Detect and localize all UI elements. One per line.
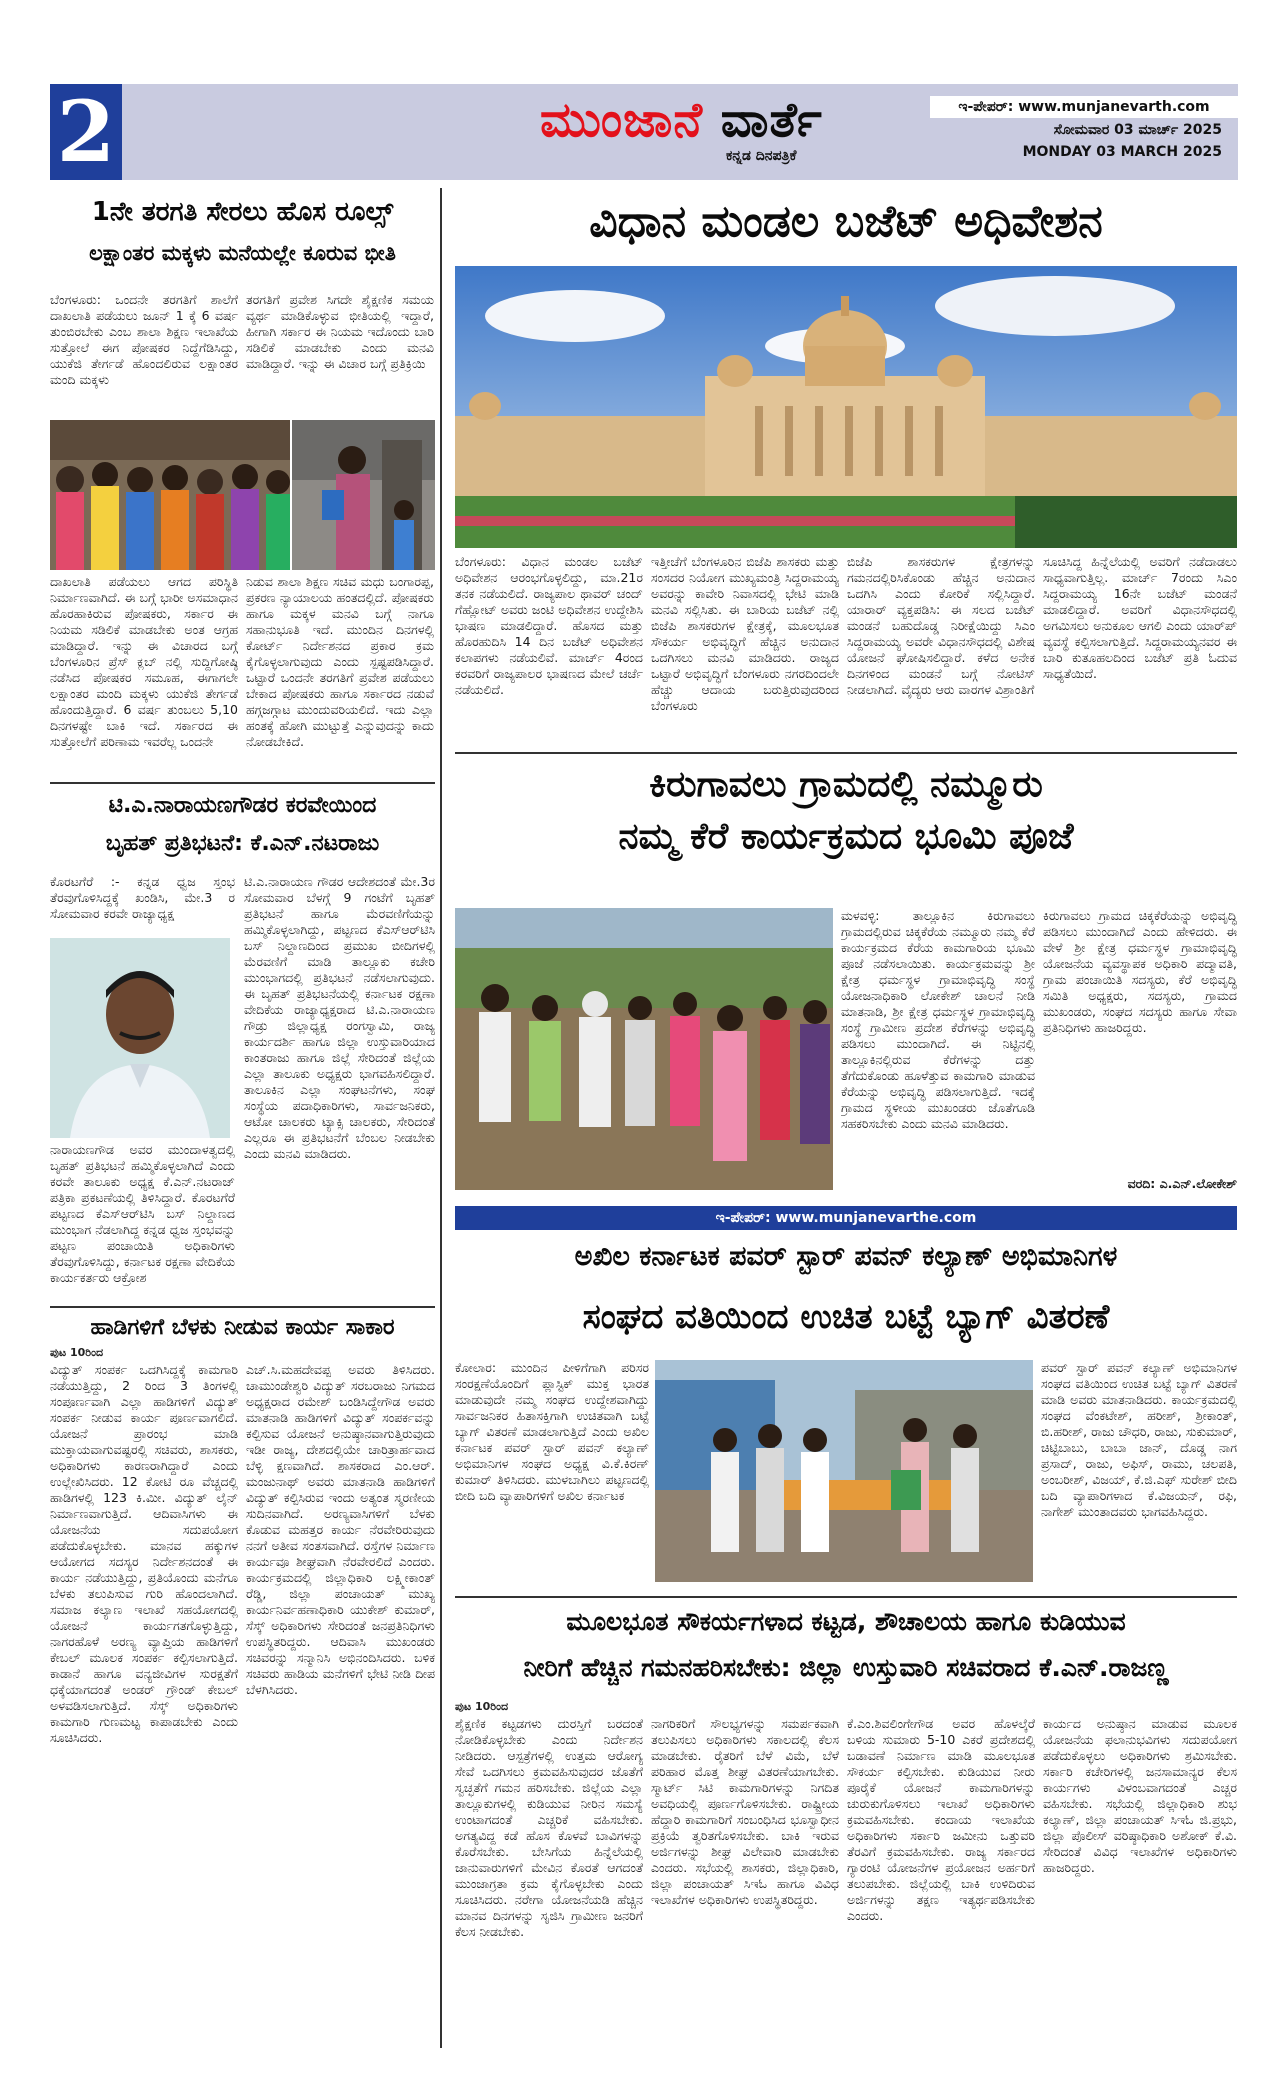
pooja-col-a: ಮಳವಳ್ಳಿ: ತಾಲ್ಲೂಕಿನ ಕಿರುಗಾವಲು ಗ್ರಾಮದಲ್ಲಿರುವ ಚಿಕ್ಕಕೆರೆಯ ನಮ್ಮೂರು ನಮ್ಮ ಕೆರೆ ಕಾರ್ಯಕ್ರಮದ ಕೆರೆಯ ಕಾಮಗಾರಿಯ ಭೂಮಿ ಪೂಜೆ ನಡೆಸಲಾಯಿತು. ಕಾರ್ಯಕ್ರಮವನ್ನು ಶ್ರೀ ಕ್ಷೇತ್ರ ಧರ್ಮಸ್ಥಳ ಗ್ರಾಮಾಭಿವೃದ್ಧಿ ಸಂಸ್ಥೆ ಯೋಜನಾಧಿಕಾರಿ ಲೋಕೇಶ್ ಚಾಲನೆ ನೀಡಿ ಮಾತನಾಡಿ, ಶ್ರೀ ಕ್ಷೇತ್ರ ಧರ್ಮಸ್ಥಳ ಗ್ರಾಮಾಭಿವೃದ್ಧಿ ಸಂಸ್ಥೆ ಗ್ರಾಮೀಣ ಪ್ರದೇಶ ಕೆರೆಗಳನ್ನು ಅಭಿವೃದ್ಧಿ ಪಡಿಸಲು ಮುಂದಾಗಿದೆ. ಈ ನಿಟ್ಟಿನಲ್ಲಿ ತಾಲ್ಲೂಕಿನಲ್ಲಿರುವ ಕೆರೆಗಳನ್ನು ದತ್ತು ತೆಗೆದುಕೊಂಡು ಹೂಳೆತ್ತುವ ಕಾಮಗಾರಿ ಮಾಡುವ ಕೆರೆಯನ್ನು ಅಭಿವೃದ್ಧಿ ಪಡಿಸಲಾಗುತ್ತಿದೆ. ಇದಕ್ಕೆ ಗ್ರಾಮದ ಸ್ಥಳೀಯ ಮುಖಂಡರು ಜೊತೆಗೂಡಿ ಸಹಕರಿಸಬೇಕು ಎಂದು ಮನವಿ ಮಾಡಿದರು. [841, 908, 1035, 1131]
pooja-headline-1: ಕಿರುಗಾವಲು ಗ್ರಾಮದಲ್ಲಿ ನಮ್ಮೂರು [649, 764, 1043, 805]
story1-title: 1ನೇ ತರಗತಿ ಸೇರಲು ಹೊಸ ರೂಲ್ಸ್ [91, 197, 394, 227]
rajanna-col-d: ಕಾರ್ಯದ ಅನುಷ್ಠಾನ ಮಾಡುವ ಮೂಲಕ ಯೋಜನೆಯ ಫಲಾನುಭವಿಗಳು ಸದುಪಯೋಗ ಪಡೆದುಕೊಳ್ಳಲು ಅಧಿಕಾರಿಗಳು ಶ್ರಮಿಸಬೇಕು. ಸರ್ಕಾರಿ ಕಚೇರಿಗಳಲ್ಲಿ ಜನಸಾಮಾನ್ಯರ ಕೆಲಸ ಕಾರ್ಯಗಳು ವಿಳಂಬವಾಗದಂತೆ ಎಚ್ಚರ ವಹಿಸಬೇಕು. ಸಭೆಯಲ್ಲಿ ಜಿಲ್ಲಾಧಿಕಾರಿ ಶುಭ ಕಲ್ಯಾಣ್, ಜಿಲ್ಲಾ ಪಂಚಾಯತ್ ಸಿಇಓ ಜಿ.ಪ್ರಭು, ಜಿಲ್ಲಾ ಪೊಲೀಸ್ ವರಿಷ್ಠಾಧಿಕಾರಿ ಅಶೋಕ್ ಕೆ.ವಿ. ಸೇರಿದಂತೆ ವಿವಿಧ ಇಲಾಖೆಗಳ ಅಧಿಕಾರಿಗಳು ಹಾಜರಿದ್ದರು. [1043, 1716, 1237, 1875]
children-photo [50, 420, 290, 570]
logo-red-word: ಮುಂಜಾನೆ [540, 92, 703, 148]
story3-col-b: ಎಚ್.ಸಿ.ಮಹದೇವಪ್ಪ ಅವರು ತಿಳಿಸಿದರು. ಚಾಮುಂಡೇಶ್ವರಿ ವಿದ್ಯುತ್ ಸರಬರಾಜು ನಿಗಮದ ಅಧ್ಯಕ್ಷರಾದ ರಮೇಶ್ ಬಂಡಿಸಿದ್ದೇಗೌಡ ಅವರು ಮಾತನಾಡಿ ಹಾಡಿಗಳಿಗೆ ವಿದ್ಯುತ್ ಸಂಪರ್ಕವನ್ನು ಕಲ್ಪಿಸುವ ಯೋಜನೆ ಅನುಷ್ಠಾನವಾಗುತ್ತಿರುವುದು ಇಡೀ ರಾಜ್ಯ, ದೇಶದಲ್ಲಿಯೇ ಚಾರಿತ್ರಾರ್ಹವಾದ ಬೆಳ್ಳಿ ಕ್ಷಣವಾಗಿದೆ. ಶಾಸಕರಾದ ಎಂ.ಆರ್. ಮಂಜುನಾಥ್ ಅವರು ಮಾತನಾಡಿ ಹಾಡಿಗಳಿಗೆ ವಿದ್ಯುತ್ ಕಲ್ಪಿಸಿರುವ ಇಂದು ಅತ್ಯಂತ ಸ್ಮರಣೀಯ ಸುದಿನವಾಗಿದೆ. ಅರಣ್ಯವಾಸಿಗಳಿಗೆ ಬೆಳಕು ಕೊಡುವ ಮಹತ್ತರ ಕಾರ್ಯ ನೆರವೇರಿರುವುದು ನನಗೆ ಅತೀವ ಸಂತಸವಾಗಿದೆ. ರಸ್ತೆಗಳ ನಿರ್ಮಾಣ ಕಾರ್ಯವೂ ಶೀಘ್ರವಾಗಿ ನೆರವೇರಲಿದೆ ಎಂದರು. ಕಾರ್ಯಕ್ರಮದಲ್ಲಿ ಜಿಲ್ಲಾಧಿಕಾರಿ ಲಕ್ಷ್ಮೀಕಾಂತ್ ರೆಡ್ಡಿ, ಜಿಲ್ಲಾ ಪಂಚಾಯತ್ ಮುಖ್ಯ ಕಾರ್ಯನಿರ್ವಹಣಾಧಿಕಾರಿ ಯುಕೇಶ್ ಕುಮಾರ್, ಸೆಸ್ಕ್ ಅಧಿಕಾರಿಗಳು ಸೇರಿದಂತೆ ಜನಪ್ರತಿನಿಧಿಗಳು ಉಪಸ್ಥಿತರಿದ್ದರು. ಆದಿವಾಸಿ ಮುಖಂಡರು ಸಚಿವರನ್ನು ಸನ್ಮಾನಿಸಿ ಅಭಿನಂದಿಸಿದರು. ಬಳಿಕ ಸಚಿವರು ಹಾಡಿಯ ಮನೆಗಳಿಗೆ ಭೇಟಿ ನೀಡಿ ದೀಪ ಬೆಳಗಿಸಿದರು. [246, 1362, 435, 1697]
tagline: ಕನ್ನಡ ದಿನಪತ್ರಿಕೆ [726, 148, 797, 164]
natarajuphoto [50, 938, 230, 1138]
continued-label: ಪುಟ 10ರಿಂದ [50, 1346, 104, 1359]
story1-col-a: ಬೆಂಗಳೂರು: ಒಂದನೇ ತರಗತಿಗೆ ಶಾಲೆಗೆ ದಾಖಲಾತಿ ಪಡೆಯಲು ಜೂನ್ 1 ಕ್ಕೆ 6 ವರ್ಷ ತುಂಬಿರಬೇಕು ಎಂಬ ಶಾಲಾ ಶಿಕ್ಷಣ ಇಲಾಖೆಯ ಸುತ್ತೋಲೆ ಈಗ ಪೋಷಕರ ನಿದ್ದೆಗೆಡಿಸಿದ್ದು, ಯುಕೆಜಿ ತೇರ್ಗಡೆ ಹೊಂದಲಿರುವ ಲಕ್ಷಾಂತರ ಮಂದಿ ಮಕ್ಕಳು [50, 292, 238, 387]
rajanna-col-a: ಶೈಕ್ಷಣಿಕ ಕಟ್ಟಡಗಳು ದುರಸ್ತಿಗೆ ಬರದಂತೆ ನೋಡಿಕೊಳ್ಳಬೇಕು ಎಂದು ನಿರ್ದೇಶನ ನೀಡಿದರು. ಆಸ್ಪತ್ರೆಗಳಲ್ಲಿ ಉತ್ತಮ ಆರೋಗ್ಯ ಸೇವೆ ಒದಗಿಸಲು ಕ್ರಮವಹಿಸುವುದರ ಜೊತೆಗೆ ಸ್ವಚ್ಛತೆಗೆ ಗಮನ ಹರಿಸಬೇಕು. ಜಿಲ್ಲೆಯ ಎಲ್ಲಾ ತಾಲ್ಲೂಕುಗಳಲ್ಲಿ ಕುಡಿಯುವ ನೀರಿನ ಸಮಸ್ಯೆ ಉಂಟಾಗದಂತೆ ಎಚ್ಚರಿಕೆ ವಹಿಸಬೇಕು. ಅಗತ್ಯವಿದ್ದ ಕಡೆ ಹೊಸ ಕೊಳವೆ ಬಾವಿಗಳನ್ನು ಕೊರೆಸಬೇಕು. ಬೇಸಿಗೆಯ ಹಿನ್ನೆಲೆಯಲ್ಲಿ ಜಾನುವಾರುಗಳಿಗೆ ಮೇವಿನ ಕೊರತೆ ಆಗದಂತೆ ಮುಂಜಾಗ್ರತಾ ಕ್ರಮ ಕೈಗೊಳ್ಳಬೇಕು ಎಂದು ಸೂಚಿಸಿದರು. ನರೇಗಾ ಯೋಜನೆಯಡಿ ಹೆಚ್ಚಿನ ಮಾನವ ದಿನಗಳನ್ನು ಸೃಜಿಸಿ ಗ್ರಾಮೀಣ ಜನರಿಗೆ ಕೆಲಸ ನೀಡಬೇಕು. [455, 1716, 643, 1939]
story1-col-d: ನಿಡುವ ಶಾಲಾ ಶಿಕ್ಷಣ ಸಚಿವ ಮಧು ಬಂಗಾರಪ್ಪ, ಪ್ರಕರಣ ನ್ಯಾಯಾಲಯ ಹಂತದಲ್ಲಿದೆ. ಪೋಷಕರು ಹಾಗೂ ಮಕ್ಕಳ ಮನವಿ ಬಗ್ಗೆ ನಾಗೂ ಸಹಾನುಭೂತಿ ಇದೆ. ಮುಂದಿನ ದಿನಗಳಲ್ಲಿ ಕೋರ್ಟ್ ನಿರ್ದೇಶನದ ಪ್ರಕಾರ ಕ್ರಮ ಕೈಗೊಳ್ಳಲಾಗುವುದು ಎಂದು ಸ್ಪಷ್ಟಪಡಿಸಿದ್ದಾರೆ. ಒಟ್ಟಾರೆ ಒಂದನೇ ತರಗತಿಗೆ ಪ್ರವೇಶ ಪಡೆಯಲು ಬೇಕಾದ ಪೋಷಕರು ಹಾಗೂ ಸರ್ಕಾರದ ನಡುವೆ ಹಗ್ಗಜಗ್ಗಾಟ ಮುಂದುವರಿಯಲಿದೆ. ಇದು ಎಲ್ಲಾ ಹಂತಕ್ಕೆ ಹೋಗಿ ಮುಟ್ಟುತ್ತೆ ಎನ್ನುವುದನ್ನು ಕಾದು ನೋಡಬೇಕಿದೆ. [246, 574, 434, 749]
story1-subtitle: ಲಕ್ಷಾಂತರ ಮಕ್ಕಳು ಮನೆಯಲ್ಲೇ ಕೂರುವ ಭೀತಿ [89, 241, 396, 265]
pooja-reporter: ವರದಿ: ಎ.ಎನ್.ಲೋಕೇಶ್ [1127, 1176, 1237, 1191]
masthead [50, 84, 1238, 180]
divider [50, 1306, 435, 1308]
budget-col-c: ಬಿಜೆಪಿ ಶಾಸಕರುಗಳ ಕ್ಷೇತ್ರಗಳನ್ನು ಗಮನದಲ್ಲಿರಿಸಿಕೊಂಡು ಹೆಚ್ಚಿನ ಅನುದಾನ ಒದಗಿಸಿ ಎಂದು ಕೋರಿಕೆ ಸಲ್ಲಿಸಿದ್ದಾರೆ. ಯಾರಾರ್ ವ್ಯಕ್ತಪಡಿಸಿ: ಈ ಸಲದ ಬಜೆಟ್ ಮಂಡನೆ ಬಹುದೊಡ್ಡ ನಿರೀಕ್ಷೆಯಿದ್ದು ಸಿಎಂ ಸಿದ್ದರಾಮಯ್ಯ ಅವರೇ ವಿಧಾನಸೌಧದಲ್ಲಿ ವಿಶೇಷ ಯೋಜನೆ ಘೋಷಿಸಲಿದ್ದಾರೆ. ಕಳೆದ ಅನೇಕ ದಿನಗಳಿಂದ ಮಂಡನೆ ಬಗ್ಗೆ ನೋಟಿಸ್ ನೀಡಲಾಗಿದೆ. ವೈದ್ಯರು ಆರು ವಾರಗಳ ವಿಶ್ರಾಂತಿಗೆ [847, 554, 1035, 697]
divider [455, 752, 1237, 754]
story2-subtitle: ಬೃಹತ್ ಪ್ರತಿಭಟನೆ: ಕೆ.ಎನ್.ನಟರಾಜು [105, 831, 380, 856]
story3-col-a: ವಿದ್ಯುತ್ ಸಂಪರ್ಕ ಒದಗಿಸಿದ್ದಕ್ಕೆ ಕಾಮಗಾರಿ ನಡೆಯುತ್ತಿದ್ದು, 2 ರಿಂದ 3 ತಿಂಗಳಲ್ಲಿ ಸಂಪೂರ್ಣವಾಗಿ ಎಲ್ಲಾ ಹಾಡಿಗಳಿಗೆ ವಿದ್ಯುತ್ ಸಂಪರ್ಕ ನೀಡುವ ಕಾರ್ಯ ಪೂರ್ಣವಾಗಲಿದೆ. ಯೋಜನೆ ಪ್ರಾರಂಭ ಮಾಡಿ ಮುಕ್ತಾಯವಾಗುವಷ್ಟರಲ್ಲಿ ಸಚಿವರು, ಶಾಸಕರು, ಅಧಿಕಾರಿಗಳು ಕಾರಣರಾಗಿದ್ದಾರೆ ಎಂದು ಉಲ್ಲೇಖಿಸಿದರು. 12 ಕೋಟಿ ರೂ ವೆಚ್ಚದಲ್ಲಿ ಹಾಡಿಗಳಲ್ಲಿ 123 ಕಿ.ಮೀ. ವಿದ್ಯುತ್ ಲೈನ್ ನಿರ್ಮಾಣವಾಗುತ್ತಿದೆ. ಆದಿವಾಸಿಗಳು ಈ ಯೋಜನೆಯ ಸದುಪಯೋಗ ಪಡೆದುಕೊಳ್ಳಬೇಕು. ಮಾನವ ಹಕ್ಕುಗಳ ಆಯೋಗದ ಸದಸ್ಯರ ನಿರ್ದೇಶನದಂತೆ ಈ ಕಾರ್ಯ ನಡೆಯುತ್ತಿದ್ದು, ಪ್ರತಿಯೊಂದು ಮನೆಗೂ ಬೆಳಕು ತಲುಪಿಸುವ ಗುರಿ ಹೊಂದಲಾಗಿದೆ. ಸಮಾಜ ಕಲ್ಯಾಣ ಇಲಾಖೆ ಸಹಯೋಗದಲ್ಲಿ ಯೋಜನೆ ಕಾರ್ಯಗತಗೊಳ್ಳುತ್ತಿದ್ದು, ನಾಗರಹೊಳೆ ಅರಣ್ಯ ವ್ಯಾಪ್ತಿಯ ಹಾಡಿಗಳಿಗೆ ಕೇಬಲ್ ಮೂಲಕ ಸಂಪರ್ಕ ಕಲ್ಪಿಸಲಾಗುತ್ತಿದೆ. ಕಾಡಾನೆ ಹಾಗೂ ವನ್ಯಜೀವಿಗಳ ಸುರಕ್ಷತೆಗೆ ಧಕ್ಕೆಯಾಗದಂತೆ ಅಂಡರ್ ಗ್ರೌಂಡ್ ಕೇಬಲ್ ಅಳವಡಿಸಲಾಗುತ್ತಿದೆ. ಸೆಸ್ಕ್ ಅಧಿಕಾರಿಗಳು ಕಾಮಗಾರಿ ಗುಣಮಟ್ಟ ಕಾಪಾಡಬೇಕು ಎಂದು ಸೂಚಿಸಿದರು. [50, 1362, 238, 1745]
budget-headline: ವಿಧಾನ ಮಂಡಲ ಬಜೆಟ್ ಅಧಿವೇಶನ [589, 196, 1103, 247]
story2-col-c: ನಾರಾಯಣಗೌಡ ಅವರ ಮುಂದಾಳತ್ವದಲ್ಲಿ ಬೃಹತ್ ಪ್ರತಿಭಟನೆ ಹಮ್ಮಿಕೊಳ್ಳಲಾಗಿದೆ ಎಂದು ಕರವೇ ತಾಲೂಕು ಅಧ್ಯಕ್ಷ ಕೆ.ಎನ್.ನಟರಾಜ್ ಪತ್ರಿಕಾ ಪ್ರಕಟಣೆಯಲ್ಲಿ ತಿಳಿಸಿದ್ದಾರೆ. ಕೊರಟಗೆರೆ ಪಟ್ಟಣದ ಕೆಎಸ್‌ಆರ್‌ಟಿಸಿ ಬಸ್ ನಿಲ್ದಾಣದ ಮುಂಭಾಗ ನೆಡಲಾಗಿದ್ದ ಕನ್ನಡ ಧ್ವಜ ಸ್ತಂಭವನ್ನು ಪಟ್ಟಣ ಪಂಚಾಯಿತಿ ಅಧಿಕಾರಿಗಳು ತೆರವುಗೊಳಿಸಿದ್ದು, ಕರ್ನಾಟಕ ರಕ್ಷಣಾ ವೇದಿಕೆಯ ಕಾರ್ಯಕರ್ತರು ಆಕ್ರೋಶ [50, 1142, 235, 1285]
story3-title: ಹಾಡಿಗಳಿಗೆ ಬೆಳಕು ನೀಡುವ ಕಾರ್ಯ ಸಾಕಾರ [90, 1315, 395, 1340]
rajanna-headline-1: ಮೂಲಭೂತ ಸೌಕರ್ಯಗಳಾದ ಕಟ್ಟಡ, ಶೌಚಾಲಯ ಹಾಗೂ ಕುಡಿಯುವ [566, 1607, 1126, 1636]
pawan-headline-2: ಸಂಘದ ವತಿಯಿಂದ ಉಚಿತ ಬಟ್ಟೆ ಬ್ಯಾಗ್ ವಿತರಣೆ [582, 1297, 1110, 1337]
mother-child-photo [292, 420, 435, 570]
rajanna-col-c: ಕೆ.ಎಂ.ಶಿವಲಿಂಗೇಗೌಡ ಅವರ ಹೊಳಲ್ಕೆರೆ ಬಳಿಯ ಸುಮಾರು 5-10 ಎಕರೆ ಪ್ರದೇಶದಲ್ಲಿ ಬಡಾವಣೆ ನಿರ್ಮಾಣ ಮಾಡಿ ಮೂಲಭೂತ ಸೌಕರ್ಯ ಕಲ್ಪಿಸಬೇಕು. ಕುಡಿಯುವ ನೀರು ಪೂರೈಕೆ ಯೋಜನೆ ಕಾಮಗಾರಿಗಳನ್ನು ಚುರುಕುಗೊಳಿಸಲು ಇಲಾಖೆ ಅಧಿಕಾರಿಗಳು ಕ್ರಮವಹಿಸಬೇಕು. ಕಂದಾಯ ಇಲಾಖೆಯ ಅಧಿಕಾರಿಗಳು ಸರ್ಕಾರಿ ಜಮೀನು ಒತ್ತುವರಿ ತೆರವಿಗೆ ಕ್ರಮವಹಿಸಬೇಕು. ರಾಜ್ಯ ಸರ್ಕಾರದ ಗ್ಯಾರಂಟಿ ಯೋಜನೆಗಳ ಪ್ರಯೋಜನ ಅರ್ಹರಿಗೆ ತಲುಪಬೇಕು. ಜಿಲ್ಲೆಯಲ್ಲಿ ಬಾಕಿ ಉಳಿದಿರುವ ಅರ್ಜಿಗಳನ್ನು ತಕ್ಷಣ ಇತ್ಯರ್ಥಪಡಿಸಬೇಕು ಎಂದರು. [847, 1716, 1035, 1923]
divider [50, 782, 435, 784]
newspaper-logo [540, 94, 823, 146]
story1-col-c: ದಾಖಲಾತಿ ಪಡೆಯಲು ಆಗದ ಪರಿಸ್ಥಿತಿ ನಿರ್ಮಾಣವಾಗಿದೆ. ಈ ಬಗ್ಗೆ ಭಾರೀ ಅಸಮಾಧಾನ ಹೊರಹಾಕಿರುವ ಪೋಷಕರು, ಸರ್ಕಾರ ಈ ನಿಯಮ ಸಡಿಲಿಕೆ ಮಾಡಬೇಕು ಅಂತ ಆಗ್ರಹ ಮಾಡಿದ್ದಾರೆ. ಇನ್ನು ಈ ವಿಚಾರದ ಬಗ್ಗೆ ಬೆಂಗಳೂರಿನ ಪ್ರೆಸ್ ಕ್ಲಬ್ ನಲ್ಲಿ ಸುದ್ದಿಗೋಷ್ಠಿ ನಡೆಸಿದ ಪೋಷಕರ ಸಮೂಹ, ಈಗಾಗಲೇ ಲಕ್ಷಾಂತರ ಮಂದಿ ಮಕ್ಕಳು ಯುಕೆಜಿ ತೇರ್ಗಡೆ ಹೊಂದುತ್ತಿದ್ದಾರೆ. 6 ವರ್ಷ ತುಂಬಲು 5,10 ದಿನಗಳಷ್ಟೇ ಬಾಕಿ ಇದೆ. ಸರ್ಕಾರದ ಈ ಸುತ್ತೋಲೆಗೆ ಪರಿಣಾಮ ಇವರೆಲ್ಲ ಒಂದನೇ [50, 574, 238, 749]
vidhana-soudha-photo [455, 266, 1237, 548]
pawan-col-b: ಪವರ್ ಸ್ಟಾರ್ ಪವನ್ ಕಲ್ಯಾಣ್ ಅಭಿಮಾನಿಗಳ ಸಂಘದ ವತಿಯಿಂದ ಉಚಿತ ಬಟ್ಟೆ ಬ್ಯಾಗ್ ವಿತರಣೆ ಮಾಡಿ ಅವರು ಮಾತನಾಡಿದರು. ಕಾರ್ಯಕ್ರಮದಲ್ಲಿ ಸಂಘದ ವೆಂಕಟೇಶ್, ಹರೀಶ್, ಶ್ರೀಕಾಂತ್, ಬಿ.ಹರೀಶ್, ರಾಜು ಚೌಧರಿ, ರಾಜು, ಸುಕುಮಾರ್, ಚಿಟ್ಟಿಬಾಬು, ಬಾಬಾ ಜಾನ್, ದೊಡ್ಡ ನಾಗ ಪ್ರಸಾದ್, ರಾಜು, ಅಫಿಸ್, ರಾಮು, ಚಲಪತಿ, ಅಂಬರೀಶ್, ವಿಜಯ್, ಕೆ.ಜಿ.ಎಫ್ ಸುರೇಶ್ ಬೀದಿ ಬದಿ ವ್ಯಾಪಾರಿಗಳಾದ ಕೆ.ವಿಜಯನ್, ರಫಿ, ನಾಗೇಶ್ ಮುಂತಾದವರು ಭಾಗವಹಿಸಿದ್ದರು. [1041, 1360, 1237, 1519]
story1-col-b: ತರಗತಿಗೆ ಪ್ರವೇಶ ಸಿಗದೇ ಶೈಕ್ಷಣಿಕ ಸಮಯ ವ್ಯರ್ಥ ಮಾಡಿಕೊಳ್ಳುವ ಭೀತಿಯಲ್ಲಿ ಇದ್ದಾರೆ, ಹೀಗಾಗಿ ಸರ್ಕಾರ ಈ ನಿಯಮ ಇದೊಂದು ಬಾರಿ ಸಡಿಲಿಕೆ ಮಾಡಬೇಕು ಎಂದು ಮನವಿ ಮಾಡಿದ್ದಾರೆ. ಇನ್ನು ಈ ವಿಚಾರ ಬಗ್ಗೆ ಪ್ರತಿಕ್ರಿಯಿ [246, 292, 434, 371]
epaper-strip[interactable]: ಇ-ಪೇಪರ್: www.munjanevarthe.com [455, 1206, 1237, 1230]
story2-col-a: ಕೊರಟಗೆರೆ :- ಕನ್ನಡ ಧ್ವಜ ಸ್ತಂಭ ತೆರವುಗೊಳಿಸಿದ್ದಕ್ಕೆ ಖಂಡಿಸಿ, ಮೇ.3 ರ ಸೋಮವಾರ ಕರವೇ ರಾಜ್ಯಾಧ್ಯಕ್ಷ [50, 874, 235, 921]
budget-col-d: ಸೂಚಿಸಿದ್ದ ಹಿನ್ನೆಲೆಯಲ್ಲಿ ಅವರಿಗೆ ನಡೆದಾಡಲು ಸಾಧ್ಯವಾಗುತ್ತಿಲ್ಲ. ಮಾರ್ಚ್ 7ರಂದು ಸಿಎಂ ಸಿದ್ದರಾಮಯ್ಯ 16ನೇ ಬಜೆಟ್ ಮಂಡನೆ ಮಾಡಲಿದ್ದಾರೆ. ಅವರಿಗೆ ವಿಧಾನಸೌಧದಲ್ಲಿ ಅಗಮಿಸಲು ಅನುಕೂಲ ಆಗಲಿ ಎಂದು ಯಾರ್‌ಪ್ ವ್ಯವಸ್ಥೆ ಕಲ್ಪಿಸಲಾಗುತ್ತಿದೆ. ಸಿದ್ದರಾಮಯ್ಯನವರ ಈ ಬಾರಿ ಕುತೂಹಲದಿಂದ ಬಜೆಟ್ ಪ್ರತಿ ಓದುವ ಸಾಧ್ಯತೆಯಿದೆ. [1043, 554, 1237, 681]
rajanna-headline-2: ನೀರಿಗೆ ಹೆಚ್ಚಿನ ಗಮನಹರಿಸಬೇಕು: ಜಿಲ್ಲಾ ಉಸ್ತುವಾರಿ ಸಚಿವರಾದ ಕೆ.ಎನ್.ರಾಜಣ್ಣ [523, 1653, 1169, 1682]
divider [455, 1596, 1237, 1598]
epaper-link[interactable]: ಇ-ಪೇಪರ್: www.munjanevarth.com [930, 96, 1238, 118]
continued-label: ಪುಟ 10ರಿಂದ [455, 1700, 509, 1713]
page-number: 2 [50, 84, 122, 180]
pawan-col-a: ಕೋಲಾರ: ಮುಂದಿನ ಪೀಳಿಗೆಗಾಗಿ ಪರಿಸರ ಸಂರಕ್ಷಣೆಯೊಂದಿಗೆ ಪ್ಲಾಸ್ಟಿಕ್ ಮುಕ್ತ ಭಾರತ ಮಾಡುವುದೇ ನಮ್ಮ ಸಂಘದ ಉದ್ದೇಶವಾಗಿದ್ದು ಸಾರ್ವಜನಿಕರ ಹಿತಾಸಕ್ತಿಗಾಗಿ ಉಚಿತವಾಗಿ ಬಟ್ಟೆ ಬ್ಯಾಗ್ ವಿತರಣೆ ಮಾಡಲಾಗುತ್ತಿದೆ ಎಂದು ಅಖಿಲ ಕರ್ನಾಟಕ ಪವರ್ ಸ್ಟಾರ್ ಪವನ್ ಕಲ್ಯಾಣ್ ಅಭಿಮಾನಿಗಳ ಸಂಘದ ಅಧ್ಯಕ್ಷ ವಿ.ಕೆ.ಕಿರಣ್ ಕುಮಾರ್ ತಿಳಿಸಿದರು. ಮುಳಬಾಗಿಲು ಪಟ್ಟಣದಲ್ಲಿ ಬೀದಿ ಬದಿ ವ್ಯಾಪಾರಿಗಳಿಗೆ ಅಖಿಲ ಕರ್ನಾಟಕ [455, 1360, 649, 1503]
pooja-headline-2: ನಮ್ಮ ಕೆರೆ ಕಾರ್ಯಕ್ರಮದ ಭೂಮಿ ಪೂಜೆ [618, 816, 1074, 857]
budget-col-b: ಇತ್ತೀಚೆಗೆ ಬೆಂಗಳೂರಿನ ಬಿಜೆಪಿ ಶಾಸಕರು ಮತ್ತು ಸಂಸದರ ನಿಯೋಗ ಮುಖ್ಯಮಂತ್ರಿ ಸಿದ್ದರಾಮಯ್ಯ ಅವರನ್ನು ಕಾವೇರಿ ನಿವಾಸದಲ್ಲಿ ಭೇಟಿ ಮಾಡಿ ಮನವಿ ಸಲ್ಲಿಸಿತು. ಈ ಬಾರಿಯ ಬಜೆಟ್ ನಲ್ಲಿ ಬಿಜೆಪಿ ಶಾಸಕರುಗಳ ಕ್ಷೇತ್ರಕ್ಕೆ, ಮೂಲಭೂತ ಸೌಕರ್ಯ ಅಭಿವೃದ್ಧಿಗೆ ಹೆಚ್ಚಿನ ಅನುದಾನ ಒದಗಿಸಲು ಮನವಿ ಮಾಡಿದರು. ರಾಜ್ಯದ ಒಟ್ಟಾರೆ ಅಭಿವೃದ್ಧಿಗೆ ಬೆಂಗಳೂರು ನಗರದಿಂದಲೇ ಹೆಚ್ಚು ಆದಾಯ ಬರುತ್ತಿರುವುದರಿಂದ ಬೆಂಗಳೂರು [651, 554, 839, 713]
budget-col-a: ಬೆಂಗಳೂರು: ವಿಧಾನ ಮಂಡಲ ಬಜೆಟ್ ಅಧಿವೇಶನ ಆರಂಭಗೊಳ್ಳಲಿದ್ದು, ಮಾ.21ರ ತನಕ ನಡೆಯಲಿದೆ. ರಾಜ್ಯಪಾಲ ಥಾವರ್ ಚಂದ್ ಗೆಹ್ಲೋಟ್ ಅವರು ಜಂಟಿ ಅಧಿವೇಶನ ಉದ್ದೇಶಿಸಿ ಭಾಷಣ ಮಾಡಲಿದ್ದಾರೆ. ಹೊಸದ ಮತ್ತು ಹೊರಹುದಿಸಿ 14 ದಿನ ಬಜೆಟ್ ಅಧಿವೇಶನ ಕಲಾಪಗಳು ನಡೆಯಲಿವೆ. ಮಾರ್ಚ್ 4ರಂದ ಕರವರಿಗೆ ರಾಜ್ಯಪಾಲರ ಭಾಷಣದ ಮೇಲೆ ಚರ್ಚೆ ನಡೆಯಲಿದೆ. [455, 554, 643, 697]
date-kannada: ಸೋಮವಾರ 03 ಮಾರ್ಚ್ 2025 [1053, 122, 1222, 138]
pooja-photo [455, 908, 833, 1190]
story2-title: ಟಿ.ಎ.ನಾರಾಯಣಗೌಡರ ಕರವೇಯಿಂದ [108, 793, 377, 818]
column-divider [440, 188, 442, 2048]
pooja-col-b-wrap [1043, 908, 1237, 1198]
rajanna-col-b: ನಾಗರಿಕರಿಗೆ ಸೌಲಭ್ಯಗಳನ್ನು ಸಮರ್ಪಕವಾಗಿ ತಲುಪಿಸಲು ಅಧಿಕಾರಿಗಳು ಸಕಾಲದಲ್ಲಿ ಕೆಲಸ ಮಾಡಬೇಕು. ರೈತರಿಗೆ ಬೆಳೆ ವಿಮೆ, ಬೆಳೆ ಪರಿಹಾರ ಮೊತ್ತ ಶೀಘ್ರ ವಿತರಣೆಯಾಗಬೇಕು. ಸ್ಮಾರ್ಟ್ ಸಿಟಿ ಕಾಮಗಾರಿಗಳನ್ನು ನಿಗದಿತ ಅವಧಿಯಲ್ಲಿ ಪೂರ್ಣಗೊಳಿಸಬೇಕು. ರಾಷ್ಟ್ರೀಯ ಹೆದ್ದಾರಿ ಕಾಮಗಾರಿಗೆ ಸಂಬಂಧಿಸಿದ ಭೂಸ್ವಾಧೀನ ಪ್ರಕ್ರಿಯೆ ತ್ವರಿತಗೊಳಿಸಬೇಕು. ಬಾಕಿ ಇರುವ ಅರ್ಜಿಗಳನ್ನು ಶೀಘ್ರ ವಿಲೇವಾರಿ ಮಾಡಬೇಕು ಎಂದರು. ಸಭೆಯಲ್ಲಿ ಶಾಸಕರು, ಜಿಲ್ಲಾಧಿಕಾರಿ, ಜಿಲ್ಲಾ ಪಂಚಾಯತ್ ಸಿಇಓ ಹಾಗೂ ವಿವಿಧ ಇಲಾಖೆಗಳ ಅಧಿಕಾರಿಗಳು ಉಪಸ್ಥಿತರಿದ್ದರು. [651, 1716, 839, 1907]
date-english: MONDAY 03 MARCH 2025 [1022, 144, 1222, 160]
pawan-headline-1: ಅಖಿಲ ಕರ್ನಾಟಕ ಪವರ್ ಸ್ಟಾರ್ ಪವನ್ ಕಲ್ಯಾಣ್ ಅಭಿಮಾನಿಗಳ [574, 1241, 1118, 1272]
bag-distribution-photo [655, 1360, 1033, 1582]
story2-col-b: ಟಿ.ಎ.ನಾರಾಯಣ ಗೌಡರ ಆದೇಶದಂತೆ ಮೇ.3ರ ಸೋಮವಾರ ಬೆಳಗ್ಗೆ 9 ಗಂಟೆಗೆ ಬೃಹತ್ ಪ್ರತಿಭಟನೆ ಹಾಗೂ ಮೆರವಣಿಗೆಯನ್ನು ಹಮ್ಮಿಕೊಳ್ಳಲಾಗಿದ್ದು, ಪಟ್ಟಣದ ಕೆಎಸ್‌ಆರ್‌ಟಿಸಿ ಬಸ್ ನಿಲ್ದಾಣದಿಂದ ಪ್ರಮುಖ ಬೀದಿಗಳಲ್ಲಿ ಮೆರವಣಿಗೆ ಮಾಡಿ ತಾಲ್ಲೂಕು ಕಚೇರಿ ಮುಂಭಾಗದಲ್ಲಿ ಪ್ರತಿಭಟನೆ ನಡೆಸಲಾಗುವುದು. ಈ ಬೃಹತ್ ಪ್ರತಿಭಟನೆಯಲ್ಲಿ ಕರ್ನಾಟಕ ರಕ್ಷಣಾ ವೇದಿಕೆಯ ರಾಜ್ಯಾಧ್ಯಕ್ಷರಾದ ಟಿ.ಎ.ನಾರಾಯಣ ಗೌಡ್ರು ಜಿಲ್ಲಾಧ್ಯಕ್ಷ ರಂಗಸ್ವಾಮಿ, ರಾಜ್ಯ ಕಾರ್ಯದರ್ಶಿ ಹಾಗೂ ಜಿಲ್ಲಾ ಉಸ್ತುವಾರಿಯಾದ ಕಾಂತರಾಜು ಹಾಗೂ ಜಿಲ್ಲೆ ಸೇರಿದಂತೆ ಜಿಲ್ಲೆಯ ಎಲ್ಲಾ ತಾಲೂಕು ಅಧ್ಯಕ್ಷರು ಭಾಗವಹಿಸಲಿದ್ದಾರೆ. ತಾಲೂಕಿನ ಎಲ್ಲಾ ಸಂಘಟನೆಗಳು, ಸಂಘ ಸಂಸ್ಥೆಯ ಪದಾಧಿಕಾರಿಗಳು, ಸಾರ್ವಜನಿಕರು, ಆಟೋ ಚಾಲಕರು ಟ್ಯಾಕ್ಸಿ ಚಾಲಕರು, ಸೇರಿದಂತೆ ಎಲ್ಲರೂ ಈ ಪ್ರತಿಭಟನೆಗೆ ಬೆಂಬಲ ನೀಡಬೇಕು ಎಂದು ಮನವಿ ಮಾಡಿದರು. [244, 874, 435, 1161]
pooja-col-b: ಕಿರುಗಾವಲು ಗ್ರಾಮದ ಚಿಕ್ಕಕೆರೆಯನ್ನು ಅಭಿವೃದ್ಧಿ ಪಡಿಸಲು ಮುಂದಾಗಿದೆ ಎಂದು ಹೇಳಿದರು. ಈ ವೇಳೆ ಶ್ರೀ ಕ್ಷೇತ್ರ ಧರ್ಮಸ್ಥಳ ಗ್ರಾಮಾಭಿವೃದ್ಧಿ ಯೋಜನೆಯ ವ್ಯವಸ್ಥಾಪಕ ಅಧಿಕಾರಿ ಪದ್ಮಾವತಿ, ಗ್ರಾಮ ಪಂಚಾಯಿತಿ ಸದಸ್ಯರು, ಕೆರೆ ಅಭಿವೃದ್ಧಿ ಸಮಿತಿ ಅಧ್ಯಕ್ಷರು, ಸದಸ್ಯರು, ಗ್ರಾಮದ ಮುಖಂಡರು, ಸಂಘದ ಸದಸ್ಯರು ಹಾಗೂ ಸೇವಾ ಪ್ರತಿನಿಧಿಗಳು ಹಾಜರಿದ್ದರು. [1043, 908, 1237, 1035]
logo-black-word: ವಾರ್ತೆ [720, 92, 823, 148]
